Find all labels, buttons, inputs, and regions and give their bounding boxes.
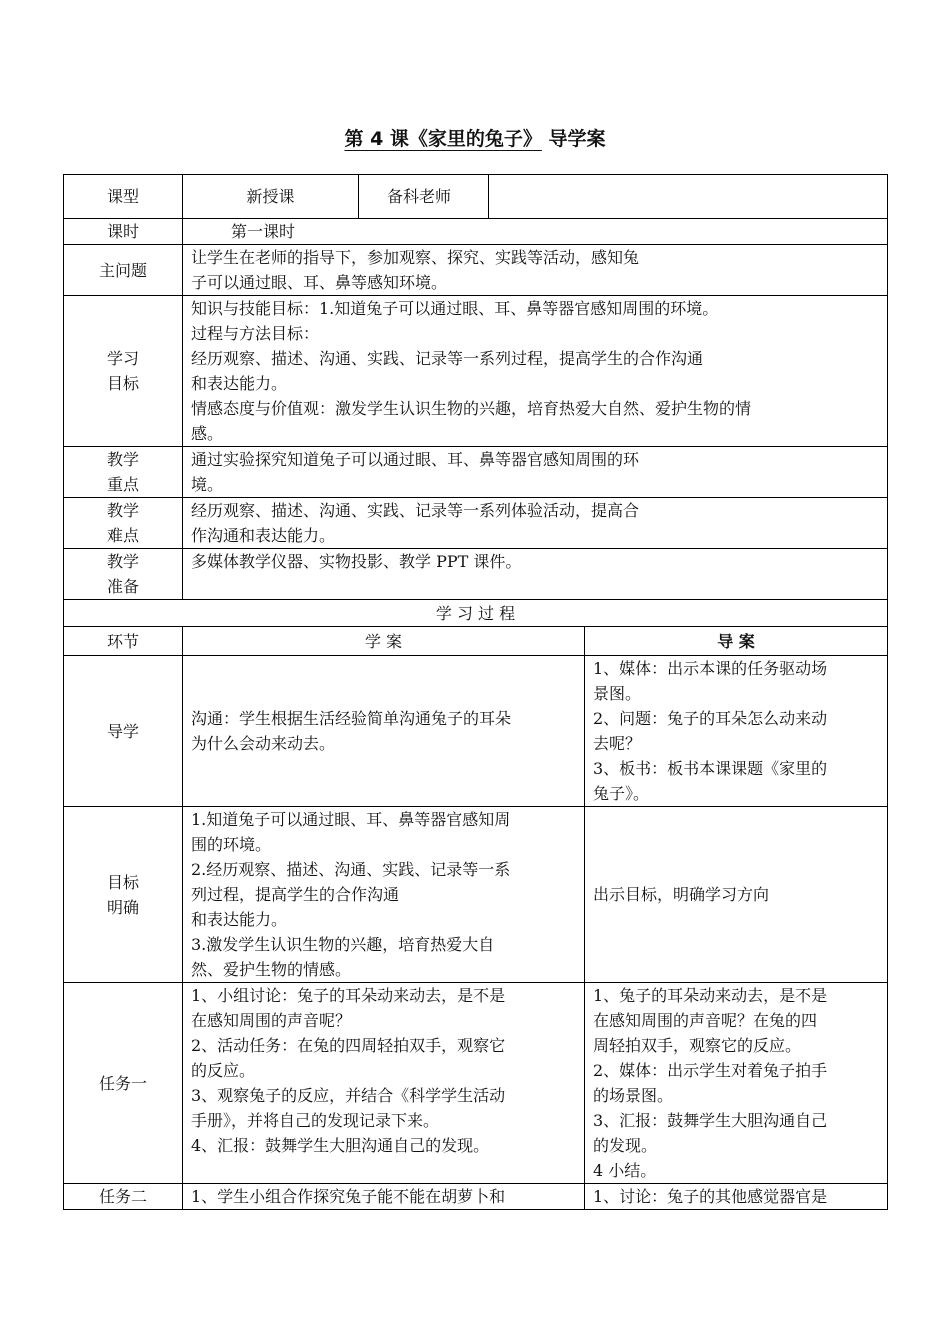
goal-line: 感。 <box>191 424 224 443</box>
type-value: 新授课 <box>183 175 359 219</box>
guide-line: 的场景图。 <box>593 1086 674 1105</box>
guide-line: 周轻拍双手，观察它的反应。 <box>593 1036 802 1055</box>
study-line: 和表达能力。 <box>191 910 288 929</box>
stage-line: 任务二 <box>98 1187 147 1206</box>
study-line: 2、活动任务：在兔的四周轻拍双手，观察它 <box>191 1036 506 1055</box>
table-row <box>64 1184 888 1210</box>
teacher-value <box>489 175 888 219</box>
study-line: 3.激发学生认识生物的兴趣，培育热爱大自 <box>191 935 495 954</box>
main-question-line: 让学生在老师的指导下，参加观察、探究、实践等活动，感知兔 <box>191 248 640 267</box>
title-lesson: 第 4 课《家里的兔子》 <box>344 128 542 150</box>
goal-content <box>183 296 888 447</box>
guide-cell <box>585 656 888 807</box>
study-cell <box>183 807 585 983</box>
guide-line: 兔子》。 <box>593 784 650 803</box>
prep-line: 多媒体教学仪器、实物投影、教学 PPT 课件。 <box>191 552 522 571</box>
stage-line: 目标 <box>106 872 139 892</box>
guide-line: 景图。 <box>593 684 642 703</box>
study-line: 2.经历观察、描述、沟通、实践、记录等一系 <box>191 860 511 879</box>
stage-cell <box>64 983 183 1184</box>
page-title <box>0 124 950 151</box>
study-line: 1、小组讨论：兔子的耳朵动来动去，是不是 <box>191 986 506 1005</box>
key-label-line: 重点 <box>106 475 139 494</box>
study-cell <box>183 1184 585 1210</box>
study-line: 在感知周围的声音呢？ <box>191 1011 352 1030</box>
guide-line: 1、兔子的耳朵动来动去，是不是 <box>593 986 828 1005</box>
stage-cell <box>64 1184 183 1210</box>
main-question-content <box>183 245 888 296</box>
guide-line: 出示目标，明确学习方向 <box>593 885 770 904</box>
col-study-header: 学 案 <box>183 627 585 656</box>
goal-line: 和表达能力。 <box>191 374 288 393</box>
col-stage-header: 环节 <box>64 627 183 656</box>
diff-line: 经历观察、描述、沟通、实践、记录等一系列体验活动，提高合 <box>191 501 640 520</box>
guide-cell <box>585 1184 888 1210</box>
preparation-label <box>64 549 183 600</box>
stage-line: 导学 <box>106 721 139 741</box>
study-line: 的反应。 <box>191 1061 256 1080</box>
lesson-plan-table <box>63 174 888 1210</box>
type-label: 课型 <box>64 175 183 219</box>
teacher-label: 备科老师 <box>359 175 489 219</box>
key-point-label <box>64 447 183 498</box>
difficulty-content <box>183 498 888 549</box>
stage-line: 任务一 <box>98 1073 147 1093</box>
guide-line: 2、媒体：出示学生对着兔子拍手 <box>593 1061 828 1080</box>
study-line: 1.知道兔子可以通过眼、耳、鼻等器官感知周 <box>191 810 511 829</box>
study-line: 然、爱护生物的情感。 <box>191 960 352 979</box>
goal-line: 知识与技能目标：1.知道兔子可以通过眼、耳、鼻等器官感知周围的环境。 <box>191 299 719 318</box>
prep-label-line: 教学 <box>106 552 139 571</box>
stage-cell <box>64 656 183 807</box>
guide-line: 4 小结。 <box>593 1161 657 1180</box>
study-line: 为什么会动来动去。 <box>191 734 336 753</box>
table-row <box>64 983 888 1184</box>
guide-line: 2、问题：兔子的耳朵怎么动来动 <box>593 709 828 728</box>
process-heading: 学 习 过 程 <box>64 600 888 627</box>
study-cell <box>183 983 585 1184</box>
guide-line: 3、板书：板书本课课题《家里的 <box>593 759 828 778</box>
period-label: 课时 <box>64 219 183 245</box>
diff-line: 作沟通和表达能力。 <box>191 526 336 545</box>
table-row <box>64 807 888 983</box>
key-label-line: 教学 <box>106 450 139 469</box>
prep-label-line: 准备 <box>106 577 139 596</box>
goal-label <box>64 296 183 447</box>
period-value: 第一课时 <box>183 219 888 245</box>
col-guide-header: 导 案 <box>585 627 888 656</box>
goal-label-line: 学习 <box>106 349 139 368</box>
diff-label-line: 教学 <box>106 501 139 520</box>
guide-line: 去呢？ <box>593 734 642 753</box>
study-line: 手册》，并将自己的发现记录下来。 <box>191 1111 440 1130</box>
stage-cell <box>64 807 183 983</box>
guide-line: 在感知周围的声音呢？在兔的四 <box>593 1011 818 1030</box>
study-cell <box>183 656 585 807</box>
title-suffix: 导学案 <box>548 128 606 150</box>
guide-line: 1、媒体：出示本课的任务驱动场 <box>593 659 828 678</box>
goal-label-line: 目标 <box>106 374 139 393</box>
goal-line: 过程与方法目标： <box>191 324 320 343</box>
key-line: 通过实验探究知道兔子可以通过眼、耳、鼻等器官感知周围的环 <box>191 450 640 469</box>
diff-label-line: 难点 <box>106 526 139 545</box>
goal-line: 经历观察、描述、沟通、实践、记录等一系列过程，提高学生的合作沟通 <box>191 349 704 368</box>
main-question-line: 子可以通过眼、耳、鼻等感知环境。 <box>191 273 448 292</box>
study-line: 4、汇报：鼓舞学生大胆沟通自己的发现。 <box>191 1136 490 1155</box>
main-question-label: 主问题 <box>64 245 183 296</box>
study-line: 3、观察兔子的反应，并结合《科学学生活动 <box>191 1086 506 1105</box>
guide-line: 的发现。 <box>593 1136 658 1155</box>
study-line: 1、学生小组合作探究兔子能不能在胡萝卜和 <box>191 1187 506 1206</box>
guide-line: 3、汇报：鼓舞学生大胆沟通自己 <box>593 1111 828 1130</box>
preparation-content <box>183 549 888 600</box>
study-line: 列过程，提高学生的合作沟通 <box>191 885 400 904</box>
guide-line: 1、讨论：兔子的其他感觉器官是 <box>593 1187 828 1206</box>
study-line: 沟通：学生根据生活经验简单沟通兔子的耳朵 <box>191 709 512 728</box>
study-line: 围的环境。 <box>191 835 272 854</box>
guide-cell <box>585 807 888 983</box>
table-row <box>64 656 888 807</box>
key-line: 境。 <box>191 475 224 494</box>
key-point-content <box>183 447 888 498</box>
goal-line: 情感态度与价值观：激发学生认识生物的兴趣，培育热爱大自然、爱护生物的情 <box>191 399 752 418</box>
guide-cell <box>585 983 888 1184</box>
stage-line: 明确 <box>106 897 139 917</box>
difficulty-label <box>64 498 183 549</box>
